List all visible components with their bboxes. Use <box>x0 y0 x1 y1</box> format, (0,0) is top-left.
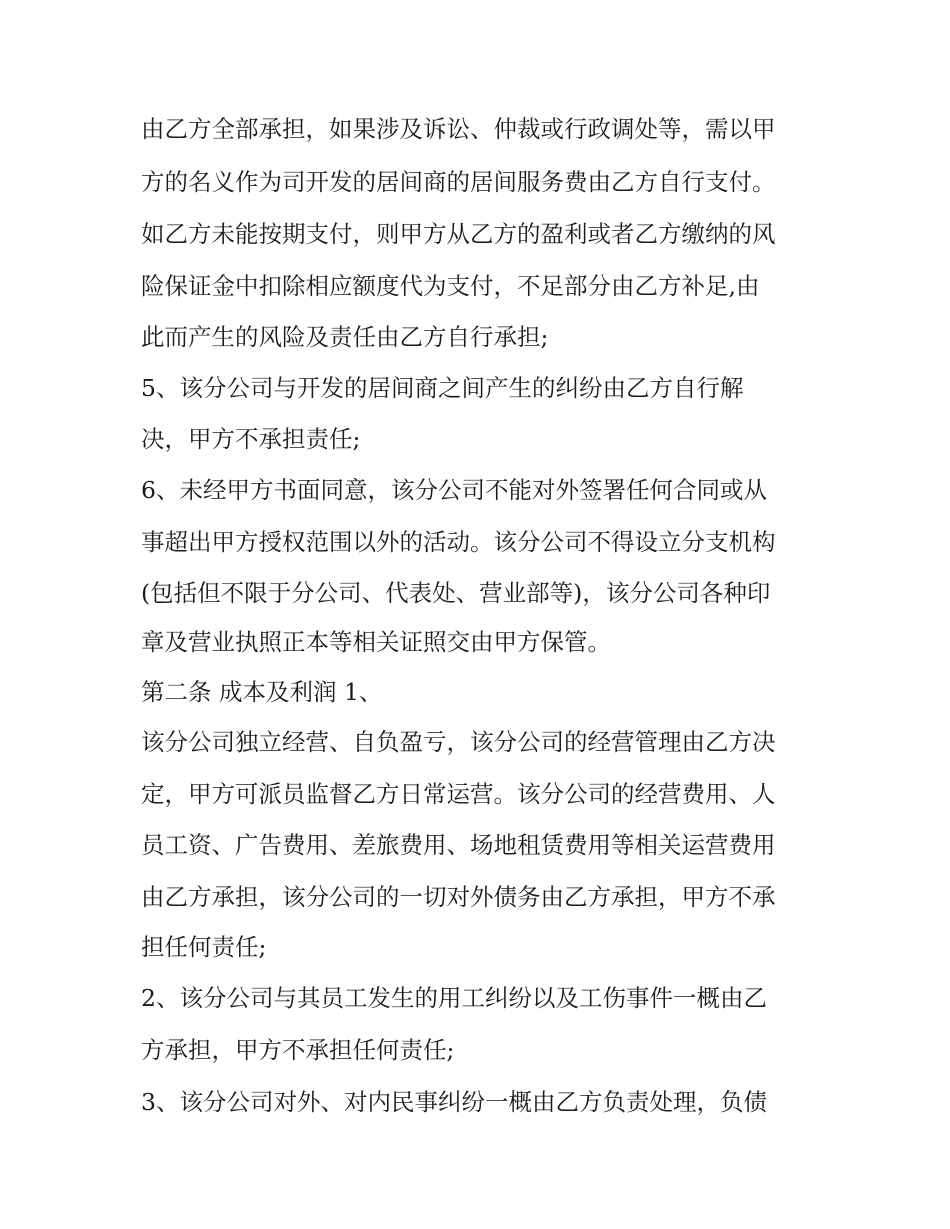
text-line-19: 方承担，甲方不承担任何责任; <box>141 1036 455 1064</box>
text-line-4: 险保证金中扣除相应额度代为支付，不足部分由乙方补足,由 <box>141 272 760 300</box>
text-line-16: 由乙方承担，该分公司的一切对外债务由乙方承担，甲方不承 <box>141 883 776 911</box>
text-line-11: 章及营业执照正本等相关证照交由甲方保管。 <box>141 628 611 656</box>
text-line-2: 方的名义作为司开发的居间商的居间服务费由乙方自行支付。 <box>141 168 776 196</box>
text-line-6: 5、该分公司与开发的居间商之间产生的纠纷由乙方自行解 <box>141 374 744 402</box>
text-line-17: 担任何责任; <box>141 933 267 961</box>
text-line-7: 决，甲方不承担责任; <box>141 425 361 453</box>
text-line-3: 如乙方未能按期支付，则甲方从乙方的盈利或者乙方缴纳的风 <box>141 220 776 248</box>
text-line-1: 由乙方全部承担，如果涉及诉讼、仲裁或行政调处等，需以甲 <box>141 115 776 143</box>
text-line-20: 3、该分公司对外、对内民事纠纷一概由乙方负责处理，负债 <box>141 1088 767 1116</box>
text-line-18: 2、该分公司与其员工发生的用工纠纷以及工伤事件一概由乙 <box>141 984 767 1012</box>
text-line-14: 定，甲方可派员监督乙方日常运营。该分公司的经营费用、人 <box>141 780 776 808</box>
text-line-10: (包括但不限于分公司、代表处、营业部等)，该分公司各种印 <box>141 579 771 607</box>
text-line-8: 6、未经甲方书面同意，该分公司不能对外签署任何合同或从 <box>141 476 767 504</box>
text-line-9: 事超出甲方授权范围以外的活动。该分公司不得设立分支机构 <box>141 528 776 556</box>
text-line-5: 此而产生的风险及责任由乙方自行承担; <box>141 323 549 351</box>
text-line-13: 该分公司独立经营、自负盈亏，该分公司的经营管理由乙方决 <box>141 728 776 756</box>
section-heading-2: 第二条 成本及利润 1、 <box>141 678 383 706</box>
text-line-15: 员工资、广告费用、差旅费用、场地租赁费用等相关运营费用 <box>141 831 776 859</box>
